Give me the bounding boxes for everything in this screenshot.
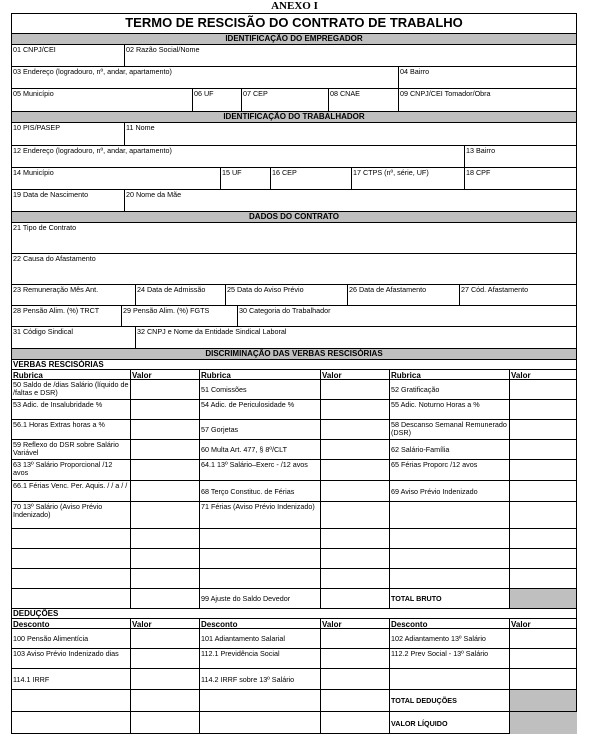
form-title: TERMO DE RESCISÃO DO CONTRATO DE TRABALHO xyxy=(12,14,577,34)
rubrica-55-adicional-noturno: 55 Adic. Noturno Horas a % xyxy=(390,400,510,420)
valor-64[interactable] xyxy=(321,460,390,481)
valor-blank[interactable] xyxy=(510,549,577,569)
valor-blank[interactable] xyxy=(131,549,200,569)
deducoes-title: DEDUÇÕES xyxy=(12,609,577,619)
col-rubrica-3: Rubrica xyxy=(390,370,510,380)
desconto-114-2-irrf-13: 114.2 IRRF sobre 13º Salário xyxy=(200,669,321,690)
valor-52[interactable] xyxy=(510,380,577,400)
desconto-blank xyxy=(390,669,510,690)
valor-54[interactable] xyxy=(321,400,390,420)
rescission-form xyxy=(11,13,577,734)
rubrica-59-reflexo-dsr: 59 Reflexo do DSR sobre Salário Variável xyxy=(12,440,131,460)
desconto-101-adiantamento: 101 Adiantamento Salarial xyxy=(200,629,321,649)
worker-section-header: IDENTIFICAÇÃO DO TRABALHADOR xyxy=(12,112,577,123)
desconto-114-1-irrf: 114.1 IRRF xyxy=(12,669,131,690)
desconto-blank xyxy=(12,712,131,734)
rubrica-blank xyxy=(12,589,131,609)
field-21-tipo-contrato[interactable]: 21 Tipo de Contrato xyxy=(12,223,577,254)
rubrica-62-salario-familia: 62 Salário-Família xyxy=(390,440,510,460)
valor-101[interactable] xyxy=(321,629,390,649)
valor-62[interactable] xyxy=(510,440,577,460)
field-01-cnpj-cei[interactable]: 01 CNPJ/CEI xyxy=(12,45,125,67)
rubrica-65-ferias-proporcionais: 65 Férias Proporc /12 avos xyxy=(390,460,510,481)
annex-label: ANEXO I xyxy=(271,0,318,12)
valor-blank[interactable] xyxy=(131,712,200,734)
total-bruto-label: TOTAL BRUTO xyxy=(390,589,510,609)
valor-58[interactable] xyxy=(510,420,577,440)
col-rubrica-2: Rubrica xyxy=(200,370,321,380)
valor-112-2[interactable] xyxy=(510,649,577,669)
col-rubrica-1: Rubrica xyxy=(12,370,131,380)
rubrica-blank xyxy=(12,549,131,569)
valor-blank[interactable] xyxy=(510,569,577,589)
employer-section-header: IDENTIFICAÇÃO DO EMPREGADOR xyxy=(12,34,577,45)
rubrica-50-saldo-salario: 50 Saldo de /dias Salário (líquido de /faltas e DSR) xyxy=(12,380,131,400)
valor-100[interactable] xyxy=(131,629,200,649)
desconto-102-adiantamento-13: 102 Adiantamento 13º Salário xyxy=(390,629,510,649)
rubrica-blank xyxy=(12,569,131,589)
rubrica-51-comissoes: 51 Comissões xyxy=(200,380,321,400)
rubrica-58-dsr: 58 Descanso Semanal Remunerado (DSR) xyxy=(390,420,510,440)
verbas-rescisorias-title: VERBAS RESCISÓRIAS xyxy=(12,360,577,370)
rubrica-60-multa-477: 60 Multa Art. 477, § 8º/CLT xyxy=(200,440,321,460)
desconto-blank xyxy=(200,712,321,734)
valor-103[interactable] xyxy=(131,649,200,669)
field-10-pis-pasep[interactable]: 10 PIS/PASEP xyxy=(12,123,125,146)
rubrica-blank xyxy=(200,529,321,549)
valor-blank[interactable] xyxy=(131,529,200,549)
valor-blank[interactable] xyxy=(321,690,390,712)
rubrica-52-gratificacao: 52 Gratificação xyxy=(390,380,510,400)
field-07-cep[interactable]: 07 CEP xyxy=(242,89,329,112)
valor-114-2[interactable] xyxy=(321,669,390,690)
rubrica-57-gorjetas: 57 Gorjetas xyxy=(200,420,321,440)
valor-70[interactable] xyxy=(131,502,200,529)
field-04-bairro[interactable]: 04 Bairro xyxy=(399,67,577,89)
valor-99[interactable] xyxy=(321,589,390,609)
valor-60[interactable] xyxy=(321,440,390,460)
field-19-data-nascimento[interactable]: 19 Data de Nascimento xyxy=(12,190,125,212)
col-valor-1: Valor xyxy=(131,370,200,380)
rubrica-63-13-proporcional: 63 13º Salário Proporcional /12 avos xyxy=(12,460,131,481)
field-31-codigo-sindical[interactable]: 31 Código Sindical xyxy=(12,327,136,349)
field-03-endereco[interactable]: 03 Endereço (logradouro, nº, andar, apartamento) xyxy=(12,67,399,89)
rubrica-66-ferias-vencidas: 66.1 Férias Venc. Per. Aquis. / / a / / xyxy=(12,481,131,502)
col-desconto-3: Desconto xyxy=(390,619,510,629)
valor-50[interactable] xyxy=(131,380,200,400)
valor-liquido-label: VALOR LÍQUIDO xyxy=(390,712,510,734)
valor-blank[interactable] xyxy=(510,669,577,690)
valor-63[interactable] xyxy=(131,460,200,481)
desconto-103-aviso-previo: 103 Aviso Prévio Indenizado dias xyxy=(12,649,131,669)
contract-section-header: DADOS DO CONTRATO xyxy=(12,212,577,223)
field-23-remuneracao[interactable]: 23 Remuneração Mês Ant. xyxy=(12,285,136,306)
field-22-causa-afastamento[interactable]: 22 Causa do Afastamento xyxy=(12,254,577,285)
total-deducoes-label: TOTAL DEDUÇÕES xyxy=(390,690,510,712)
valor-51[interactable] xyxy=(321,380,390,400)
valor-66[interactable] xyxy=(131,481,200,502)
desconto-112-1-previdencia: 112.1 Previdência Social xyxy=(200,649,321,669)
valor-112-1[interactable] xyxy=(321,649,390,669)
valor-114-1[interactable] xyxy=(131,669,200,690)
rubrica-64-13-exercicio: 64.1 13º Salário–Exerc - /12 avos xyxy=(200,460,321,481)
desconto-112-2-previdencia-13: 112.2 Prev Social - 13º Salário xyxy=(390,649,510,669)
valor-blank[interactable] xyxy=(321,569,390,589)
field-08-cnae[interactable]: 08 CNAE xyxy=(329,89,399,112)
col-valor-ded-3: Valor xyxy=(510,619,577,629)
rubrica-56-horas-extras: 56.1 Horas Extras horas a % xyxy=(12,420,131,440)
total-bruto-value[interactable] xyxy=(510,589,577,609)
field-26-data-afastamento[interactable]: 26 Data de Afastamento xyxy=(348,285,460,306)
col-desconto-1: Desconto xyxy=(12,619,131,629)
rubrica-54-periculosidade: 54 Adic. de Periculosidade % xyxy=(200,400,321,420)
col-valor-3: Valor xyxy=(510,370,577,380)
rubrica-99-ajuste-saldo-devedor: 99 Ajuste do Saldo Devedor xyxy=(200,589,321,609)
rubrica-68-terco-ferias: 68 Terço Constituc. de Férias xyxy=(200,481,321,502)
valor-blank[interactable] xyxy=(510,529,577,549)
rubrica-blank xyxy=(12,529,131,549)
valor-102[interactable] xyxy=(510,629,577,649)
valor-blank[interactable] xyxy=(131,690,200,712)
total-deducoes-value[interactable] xyxy=(510,690,577,712)
valor-liquido-value[interactable] xyxy=(510,712,577,734)
col-valor-ded-1: Valor xyxy=(131,619,200,629)
rubrica-70-13-aviso-previo: 70 13º Salário (Aviso Prévio Indenizado) xyxy=(12,502,131,529)
field-02-razao-social[interactable]: 02 Razão Social/Nome xyxy=(125,45,577,67)
field-13-bairro[interactable]: 13 Bairro xyxy=(465,146,577,168)
field-30-categoria[interactable]: 30 Categoria do Trabalhador xyxy=(238,306,577,327)
field-28-pensao-trct[interactable]: 28 Pensão Alim. (%) TRCT xyxy=(12,306,122,327)
field-11-nome[interactable]: 11 Nome xyxy=(125,123,577,146)
field-29-pensao-fgts[interactable]: 29 Pensão Alim. (%) FGTS xyxy=(122,306,238,327)
rubrica-blank xyxy=(390,569,510,589)
valor-69[interactable] xyxy=(510,481,577,502)
valor-68[interactable] xyxy=(321,481,390,502)
field-25-data-aviso-previo[interactable]: 25 Data do Aviso Prévio xyxy=(226,285,348,306)
field-24-data-admissao[interactable]: 24 Data de Admissão xyxy=(136,285,226,306)
rubrica-blank xyxy=(390,529,510,549)
rubrica-blank xyxy=(200,569,321,589)
field-16-cep[interactable]: 16 CEP xyxy=(271,168,352,190)
field-20-nome-mae[interactable]: 20 Nome da Mãe xyxy=(125,190,577,212)
valor-blank-row7[interactable] xyxy=(510,502,577,529)
field-17-ctps[interactable]: 17 CTPS (nº, série, UF) xyxy=(352,168,465,190)
valor-blank[interactable] xyxy=(131,589,200,609)
valor-56[interactable] xyxy=(131,420,200,440)
desconto-100-pensao: 100 Pensão Alimentícia xyxy=(12,629,131,649)
col-desconto-2: Desconto xyxy=(200,619,321,629)
valor-71[interactable] xyxy=(321,502,390,529)
field-15-uf[interactable]: 15 UF xyxy=(221,168,271,190)
desconto-blank xyxy=(200,690,321,712)
col-valor-ded-2: Valor xyxy=(321,619,390,629)
field-18-cpf[interactable]: 18 CPF xyxy=(465,168,577,190)
valor-blank[interactable] xyxy=(321,549,390,569)
col-valor-2: Valor xyxy=(321,370,390,380)
field-14-municipio[interactable]: 14 Município xyxy=(12,168,221,190)
field-06-uf[interactable]: 06 UF xyxy=(193,89,242,112)
rubrica-blank xyxy=(390,549,510,569)
rubrica-53-insalubridade: 53 Adic. de Insalubridade % xyxy=(12,400,131,420)
valor-59[interactable] xyxy=(131,440,200,460)
valor-blank[interactable] xyxy=(321,712,390,734)
rubrica-69-aviso-previo: 69 Aviso Prévio Indenizado xyxy=(390,481,510,502)
rubrica-blank xyxy=(200,549,321,569)
field-12-endereco[interactable]: 12 Endereço (logradouro, nº, andar, apartamento) xyxy=(12,146,465,168)
rubrica-blank-row7 xyxy=(390,502,510,529)
valor-blank[interactable] xyxy=(321,529,390,549)
field-09-cnpj-tomador[interactable]: 09 CNPJ/CEI Tomador/Obra xyxy=(399,89,577,112)
discrimination-section-header: DISCRIMINAÇÃO DAS VERBAS RESCISÓRIAS xyxy=(12,349,577,360)
desconto-blank xyxy=(12,690,131,712)
valor-53[interactable] xyxy=(131,400,200,420)
valor-blank[interactable] xyxy=(131,569,200,589)
valor-57[interactable] xyxy=(321,420,390,440)
rubrica-71-ferias-aviso-previo: 71 Férias (Aviso Prévio Indenizado) xyxy=(200,502,321,529)
field-32-entidade-sindical[interactable]: 32 CNPJ e Nome da Entidade Sindical Laboral xyxy=(136,327,577,349)
field-05-municipio[interactable]: 05 Município xyxy=(12,89,193,112)
valor-65[interactable] xyxy=(510,460,577,481)
field-27-cod-afastamento[interactable]: 27 Cód. Afastamento xyxy=(460,285,577,306)
valor-55[interactable] xyxy=(510,400,577,420)
